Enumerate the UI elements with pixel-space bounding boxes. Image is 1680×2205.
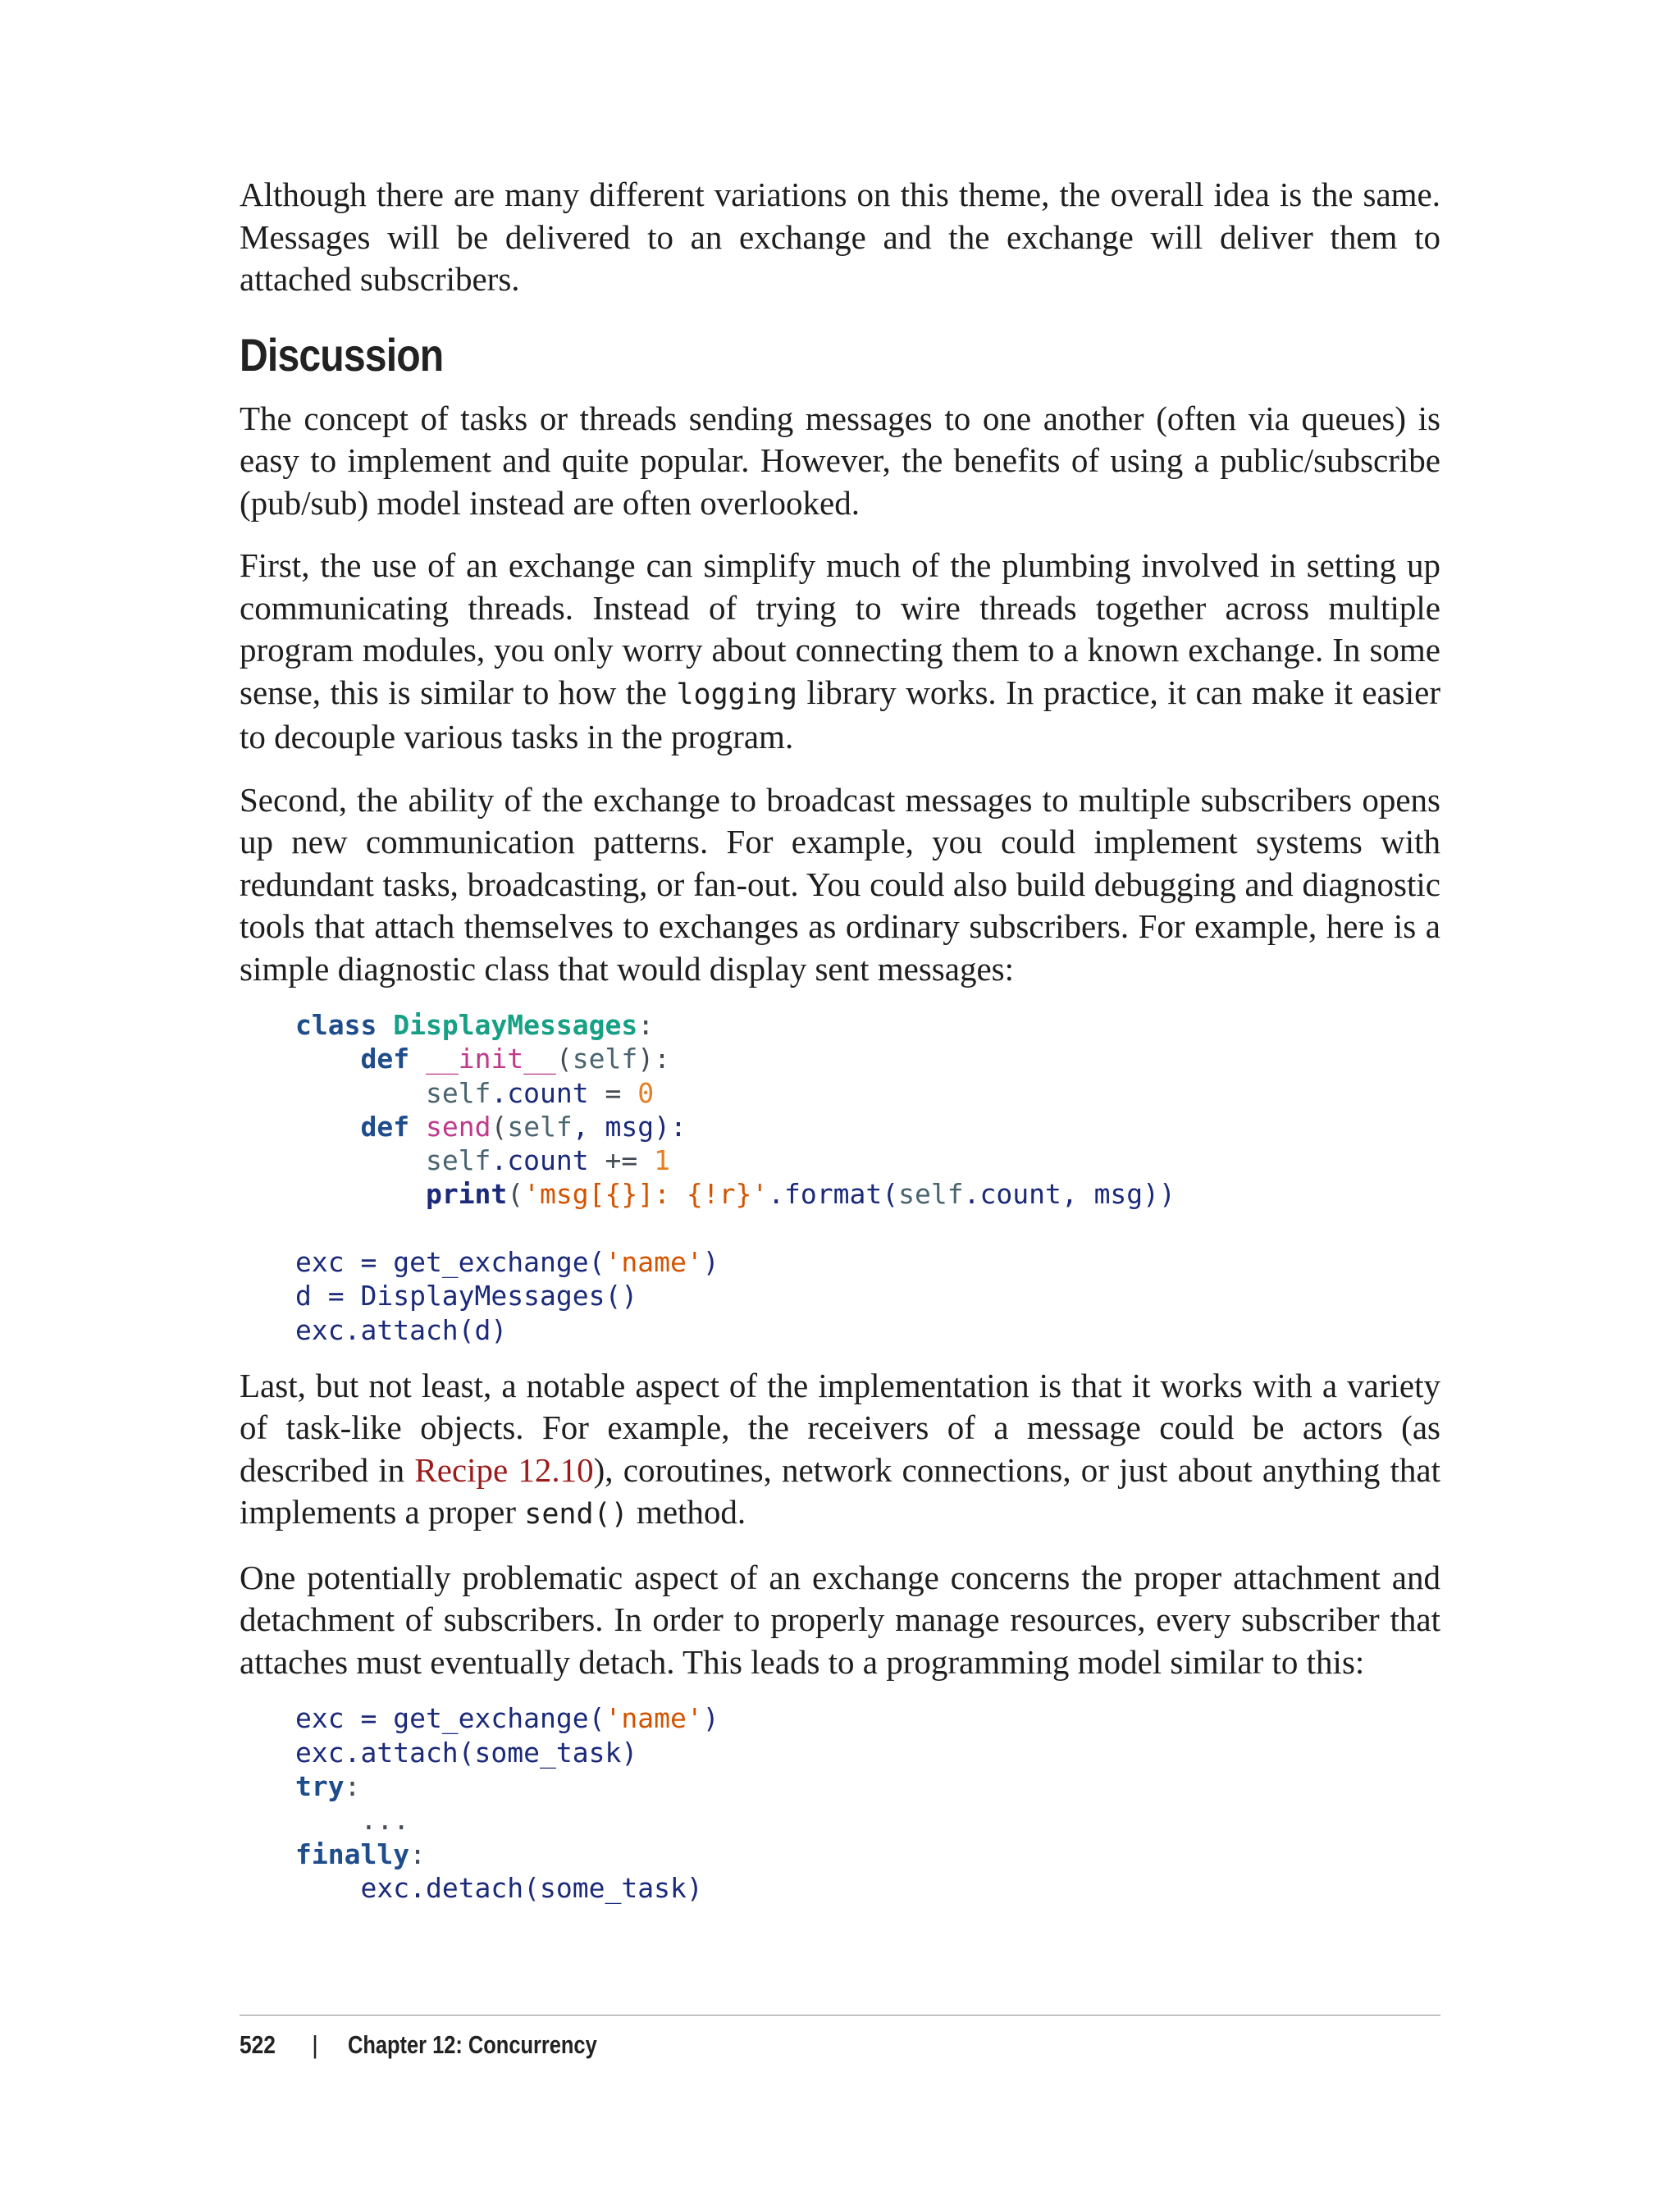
code-token: 'msg[{}]: {!r}' [523, 1178, 769, 1211]
code-token: send [425, 1110, 491, 1143]
code-token: try [295, 1770, 345, 1803]
code-token: : [344, 1770, 361, 1803]
section-heading: Discussion [240, 328, 444, 381]
code-token: self [507, 1110, 573, 1143]
footer-separator: | [311, 2030, 319, 2059]
paragraph-task-like-objects [240, 1365, 1440, 1536]
inline-code-logging: logging [676, 678, 797, 711]
code-token: __init__ [425, 1043, 556, 1075]
paragraph-text: Last, but not least, a notable aspect of the implementation is that it works with a variety of task-like objects. For example, the receivers of a message could be actors (as described in [240, 1366, 1440, 1489]
code-token: exc.attach(some_task) [295, 1736, 638, 1769]
code-token: DisplayMessages [393, 1009, 638, 1041]
code-token: exc.detach(some_task) [360, 1871, 703, 1904]
code-token: ( [491, 1110, 508, 1143]
code-token: print [425, 1178, 508, 1211]
paragraph-text: First, the use of an exchange can simplify much of the plumbing involved in setting up communicating threads. Instead of trying to wire threads together across multiple program modules, you only worry about connecting them to a known exchange. In some sense, this is similar to how the [240, 546, 1440, 711]
code-token: 'name' [605, 1246, 703, 1279]
code-token: self [898, 1178, 964, 1211]
page-number: 522 [240, 2030, 276, 2059]
code-token: ): [637, 1043, 671, 1075]
code-token: exc = get_exchange( [295, 1702, 605, 1735]
code-token: 0 [637, 1076, 655, 1109]
code-token: exc.attach(d) [295, 1313, 508, 1346]
code-token: ( [507, 1178, 524, 1211]
chapter-title: Chapter 12: Concurrency [348, 2030, 597, 2059]
code-token: .count [491, 1076, 589, 1109]
code-token: 'name' [605, 1702, 703, 1735]
paragraph-exchange-plumbing [240, 545, 1440, 759]
code-token: self [425, 1144, 491, 1177]
inline-code-send: send() [524, 1498, 628, 1532]
code-token: d = DisplayMessages() [295, 1280, 638, 1312]
code-token: += [588, 1144, 655, 1177]
code-token: class [295, 1009, 377, 1041]
code-token: : [637, 1009, 655, 1041]
page-content [240, 174, 1440, 1905]
paragraph-broadcast: Second, the ability of the exchange to broadcast messages to multiple subscribers opens up new communication patterns. For example, you could implement systems with redundant tasks, broadcasting, or fan-out. You could also build debugging and diagnostic tools that attach themselves to exchanges as ordinary subscribers. For example, here is a simple diagnostic class that would display sent messages: [240, 780, 1440, 988]
code-token: exc = get_exchange( [295, 1246, 605, 1279]
code-block-attach-detach [240, 1701, 1440, 1905]
page-footer [240, 2015, 1440, 2060]
code-token: self [572, 1043, 638, 1075]
code-token: ... [360, 1804, 410, 1837]
code-block-display-messages [240, 1008, 1440, 1347]
code-token: .format( [768, 1178, 899, 1211]
code-token: : [409, 1838, 426, 1870]
code-token: self [425, 1076, 491, 1109]
recipe-link[interactable]: Recipe 12.10 [414, 1450, 594, 1489]
code-token: def [360, 1110, 410, 1143]
paragraph-text: ), coroutines, network connections, or just about anything that implements a proper [240, 1450, 1441, 1532]
code-token: ( [555, 1043, 573, 1075]
code-token: , msg): [572, 1110, 687, 1143]
paragraph-attach-detach: One potentially problematic aspect of an exchange concerns the proper attachment and detachment of subscribers. In order to properly manage resources, every subscriber that attaches must eventually detach. This leads to a programming model similar to this: [240, 1558, 1440, 1681]
code-token: ) [702, 1246, 719, 1279]
code-token: def [360, 1043, 410, 1075]
intro-paragraph: Although there are many different variations on this theme, the overall idea is the same. Messages will be delivered to an exchange and the exchange will deliver them to attached subscribers. [240, 176, 1440, 298]
code-token: .count, msg)) [963, 1178, 1176, 1211]
code-token: finally [295, 1838, 410, 1870]
paragraph-text: method. [628, 1493, 746, 1532]
paragraph-pubsub-concept: The concept of tasks or threads sending messages to one another (often via queues) is easy to implement and quite popular. However, the benefits of using a public/subscribe (pub/sub) model instead are often overlooked. [240, 399, 1440, 522]
code-token: ) [702, 1702, 719, 1735]
code-token: = [588, 1076, 638, 1109]
paragraph-text: library works. In practice, it can make it easier to decouple various tasks in the program. [240, 673, 1440, 756]
code-token: 1 [654, 1144, 671, 1177]
code-token: .count [491, 1144, 589, 1177]
